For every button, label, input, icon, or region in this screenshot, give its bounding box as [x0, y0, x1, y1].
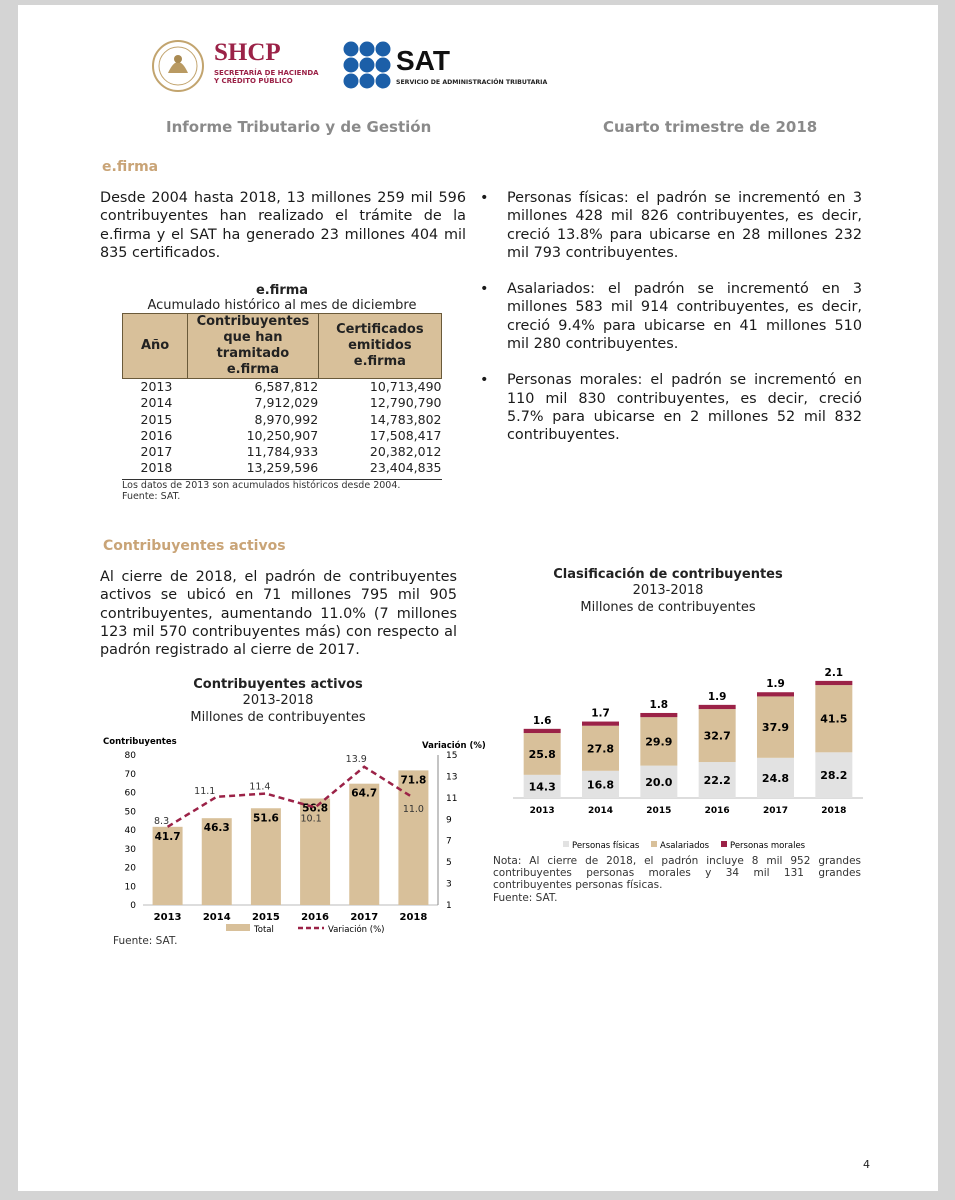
x-tick-label: 2014	[202, 912, 231, 923]
bullet-text: Personas morales: el padrón se incrementó en 110 mil 830 contribuyentes, es decir, creció 5.7% para ubicarse en 2 millones 52 mil 832 contribuyentes.	[507, 372, 862, 444]
bar-personas-morales	[582, 722, 619, 726]
value-label-asalariados: 41.5	[820, 712, 848, 726]
table-cell-year: 2014	[140, 395, 173, 411]
contribuyentes-activos-chart	[98, 730, 486, 940]
y-tick-label: 70	[124, 769, 136, 780]
bar-personas-morales	[640, 713, 677, 717]
value-label-personas-fisicas: 16.8	[586, 778, 615, 792]
chart1-source: Fuente: SAT.	[113, 935, 178, 947]
table-row	[123, 379, 442, 396]
x-tick-label: 2017	[350, 912, 379, 923]
padron-bullet-list	[480, 189, 862, 463]
efirma-table-title: e.firma	[255, 283, 309, 298]
bar-value-label: 51.6	[252, 812, 279, 825]
y-tick-label: 10	[124, 882, 136, 893]
legend-label-variation: Variación (%)	[328, 925, 385, 935]
bullet-item	[480, 189, 862, 262]
clasificacion-contribuyentes-chart	[493, 625, 873, 855]
value-label-personas-fisicas: 24.8	[761, 771, 790, 785]
mexico-coat-of-arms-icon	[150, 37, 210, 95]
table-cell-year: 2017	[140, 444, 173, 460]
bullet-text: Asalariados: el padrón se incrementó en 3 millones 583 mil 914 contribuyentes, es decir, creció 9.4% para ubicarse en 41 millones 510 mil 280 contribuyentes.	[507, 281, 862, 353]
bar-personas-morales	[524, 729, 561, 733]
bar-personas-morales	[757, 692, 794, 696]
legend-label: Personas físicas	[572, 841, 640, 851]
y-tick-label: 30	[124, 844, 136, 855]
table-row	[123, 428, 442, 444]
legend-label: Asalariados	[660, 841, 710, 851]
report-period: Cuarto trimestre de 2018	[603, 118, 818, 136]
y2-tick-label: 3	[446, 879, 452, 890]
bullet-dot: •	[480, 281, 489, 298]
value-label-personas-fisicas: 28.2	[820, 769, 848, 783]
bar-value-label: 56.8	[302, 802, 329, 815]
table-cell-contrib: 8,970,992	[254, 411, 319, 427]
x-tick-label: 2014	[587, 806, 614, 816]
x-tick-label: 2017	[762, 806, 789, 816]
activos-section-title: Contribuyentes activos	[103, 538, 286, 554]
bar-total	[398, 770, 428, 905]
y2-tick-label: 7	[446, 836, 452, 847]
bullet-text: Personas físicas: el padrón se incrementó en 3 millones 428 mil 826 contribuyentes, es decir, creció 13.8% para ubicarse en 28 millones 232 mil 793 contribuyentes.	[507, 190, 862, 261]
variation-value-label: 11.0	[402, 803, 424, 815]
variation-value-label: 11.4	[249, 781, 271, 793]
table-row	[123, 444, 442, 460]
efirma-table	[122, 313, 442, 477]
col-header-cert: Certificados emitidos e.firma	[318, 314, 441, 379]
shcp-logo-subtitle: SECRETARÍA DE HACIENDA Y CRÉDITO PÚBLICO	[214, 69, 319, 85]
y2-axis-title: Variación (%)	[422, 741, 486, 751]
x-tick-label: 2018	[821, 806, 847, 816]
efirma-section-title: e.firma	[102, 159, 159, 175]
y2-tick-label: 5	[446, 858, 452, 869]
bullet-dot: •	[480, 190, 489, 206]
bullet-dot: •	[480, 372, 489, 389]
value-label-personas-morales: 1.9	[766, 678, 785, 691]
sat-logo-text: SAT	[396, 45, 450, 76]
value-label-personas-morales: 1.9	[707, 690, 727, 703]
y-tick-label: 50	[124, 807, 136, 818]
legend-label: Personas morales	[730, 841, 806, 851]
value-label-asalariados: 25.8	[528, 747, 556, 761]
sat-dots-icon	[343, 41, 391, 89]
value-label-personas-fisicas: 14.3	[528, 780, 556, 794]
chart2-title: Clasificación de contribuyentes	[553, 567, 783, 582]
table-cell-cert: 10,713,490	[369, 379, 442, 394]
y2-tick-label: 15	[446, 751, 458, 761]
x-tick-label: 2016	[301, 912, 330, 923]
table-row	[123, 412, 442, 428]
shcp-logo	[150, 37, 325, 95]
bar-value-label: 41.7	[154, 830, 181, 843]
y2-tick-label: 1	[446, 901, 452, 911]
table-cell-cert: 12,790,790	[369, 395, 442, 411]
value-label-asalariados: 37.9	[761, 721, 790, 735]
y2-tick-label: 13	[446, 772, 458, 783]
sat-logo-subtitle: SERVICIO DE ADMINISTRACIÓN TRIBUTARIA	[396, 79, 548, 86]
table-cell-contrib: 10,250,907	[246, 427, 319, 443]
efirma-table-block	[122, 283, 442, 502]
x-tick-label: 2018	[399, 912, 428, 923]
variation-value-label: 8.3	[154, 815, 170, 827]
activos-paragraph: Al cierre de 2018, el padrón de contribuyentes activos se ubicó en 71 millones 795 mil 905 contribuyentes, aumentando 11.0% (7 millones 123 mil 570 contribuyentes más) con respecto al padrón registrado al cierre de 2017.	[100, 569, 457, 659]
chart1-subtitle-years: 2013-2018	[242, 693, 314, 708]
table-cell-cert: 14,783,802	[369, 411, 442, 427]
chart1-subtitle-units: Millones de contribuyentes	[190, 710, 366, 725]
x-tick-label: 2016	[704, 806, 730, 816]
table-cell-contrib: 6,587,812	[254, 379, 319, 394]
sat-logo	[343, 41, 563, 91]
col-header-contrib: Contribuyentes que han tramitado e.firma	[188, 314, 319, 379]
table-cell-contrib: 13,259,596	[246, 460, 319, 476]
y-tick-label: 40	[124, 826, 136, 836]
value-label-personas-morales: 1.8	[649, 698, 669, 711]
bullet-item	[480, 280, 862, 353]
bar-total	[349, 784, 379, 905]
report-title: Informe Tributario y de Gestión	[166, 118, 432, 136]
table-cell-cert: 20,382,012	[369, 444, 442, 460]
value-label-personas-fisicas: 22.2	[703, 774, 731, 788]
value-label-asalariados: 32.7	[703, 729, 731, 743]
bar-value-label: 46.3	[203, 822, 230, 835]
y-tick-label: 80	[124, 751, 136, 761]
legend-swatch	[651, 841, 657, 847]
chart2-source: Fuente: SAT.	[493, 892, 558, 904]
table-row	[123, 395, 442, 411]
bar-personas-morales	[815, 681, 852, 685]
page-number: 4	[863, 1158, 870, 1171]
x-tick-label: 2015	[646, 806, 672, 816]
table-cell-year: 2015	[140, 411, 173, 427]
table-cell-cert: 17,508,417	[369, 427, 442, 443]
value-label-asalariados: 27.8	[586, 742, 615, 756]
chart2-note: Nota: Al cierre de 2018, el padrón incluye 8 mil 952 grandes contribuyentes personas morales y 34 mil 131 grandes contribuyentes personas físicas.	[493, 855, 861, 891]
y2-tick-label: 11	[446, 793, 458, 804]
legend-label-total: Total	[254, 925, 274, 935]
legend-swatch-total	[226, 924, 250, 931]
value-label-personas-morales: 1.6	[532, 714, 552, 727]
variation-value-label: 13.9	[345, 753, 367, 765]
y-tick-label: 20	[124, 863, 136, 874]
y2-tick-label: 9	[446, 815, 452, 826]
variation-value-label: 10.1	[300, 813, 322, 825]
efirma-table-note: Los datos de 2013 son acumulados históricos desde 2004.	[122, 479, 401, 491]
x-tick-label: 2013	[153, 912, 182, 923]
value-label-personas-fisicas: 20.0	[645, 775, 673, 789]
table-cell-cert: 23,404,835	[369, 460, 442, 476]
value-label-personas-morales: 1.7	[591, 707, 610, 720]
bar-personas-morales	[699, 705, 736, 709]
document-page	[18, 5, 938, 1191]
chart1-title: Contribuyentes activos	[193, 677, 363, 692]
chart2-subtitle-years: 2013-2018	[632, 583, 704, 598]
variation-value-label: 11.1	[194, 785, 216, 797]
table-cell-year: 2016	[140, 427, 173, 443]
bar-value-label: 64.7	[351, 787, 378, 800]
bar-value-label: 71.8	[400, 774, 427, 787]
table-row	[123, 460, 442, 476]
y-tick-label: 0	[130, 901, 136, 911]
efirma-table-subtitle: Acumulado histórico al mes de diciembre	[147, 298, 417, 313]
bullet-item	[480, 371, 862, 444]
shcp-logo-text: SHCP	[214, 39, 281, 66]
legend-swatch	[721, 841, 727, 847]
x-tick-label: 2015	[251, 912, 280, 923]
value-label-personas-morales: 2.1	[824, 666, 844, 679]
chart2-subtitle-units: Millones de contribuyentes	[580, 600, 756, 615]
value-label-asalariados: 29.9	[645, 735, 673, 749]
efirma-paragraph: Desde 2004 hasta 2018, 13 millones 259 mil 596 contribuyentes han realizado el trámite de la e.firma y el SAT ha generado 23 millones 404 mil 835 certificados.	[100, 190, 466, 261]
table-cell-contrib: 7,912,029	[254, 395, 319, 411]
table-cell-year: 2018	[140, 460, 173, 476]
legend-swatch	[563, 841, 569, 847]
y-tick-label: 60	[124, 788, 136, 799]
table-cell-contrib: 11,784,933	[246, 444, 319, 460]
efirma-table-source: Fuente: SAT.	[122, 490, 181, 502]
y-axis-title: Contribuyentes	[103, 737, 177, 747]
table-cell-year: 2013	[140, 379, 173, 394]
x-tick-label: 2013	[529, 806, 555, 816]
col-header-year: Año	[123, 314, 188, 379]
